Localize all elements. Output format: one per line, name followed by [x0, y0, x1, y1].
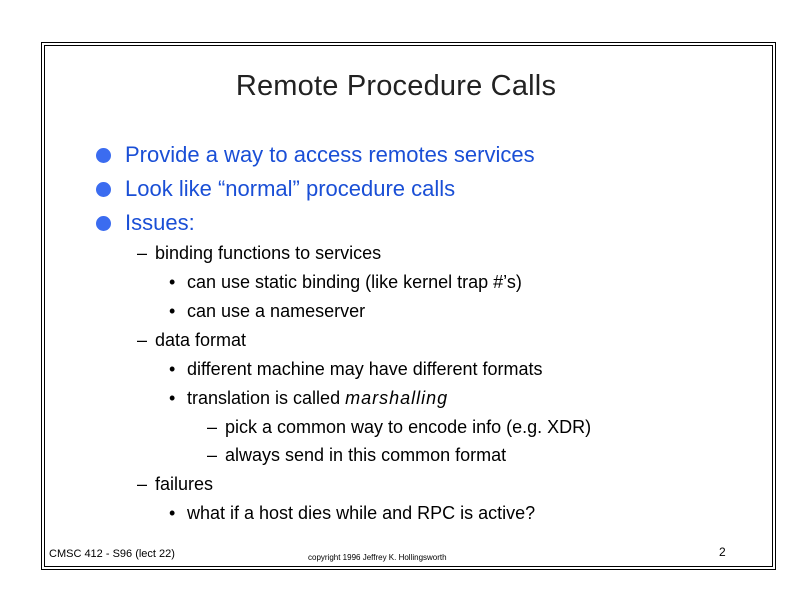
sub-item: [137, 474, 213, 495]
small-bullet-icon: •: [169, 388, 176, 408]
sub-sub-item-text: different machine may have different formats: [187, 359, 543, 379]
bullet-text: Provide a way to access remotes services: [125, 142, 535, 167]
small-bullet-icon: •: [169, 272, 176, 292]
sub-sub-item: [169, 272, 522, 293]
bullet-item: [96, 142, 535, 168]
footer-copyright: copyright 1996 Jeffrey K. Hollingsworth: [308, 553, 447, 562]
small-bullet-icon: •: [169, 301, 176, 321]
sub-item-text: data format: [155, 330, 247, 350]
sub-sub-item: [169, 388, 448, 409]
sub-sub-item-text: translation is called: [187, 388, 346, 408]
sub-item: [137, 243, 381, 264]
bullet-item: [96, 176, 455, 202]
sub-item-text: failures: [155, 474, 214, 494]
small-bullet-icon: •: [169, 359, 176, 379]
dash-icon: –: [137, 243, 148, 263]
sub-sub-sub-item-text: always send in this common format: [225, 445, 507, 465]
bullet-text: Issues:: [125, 210, 195, 235]
sub-sub-item-text: can use static binding (like kernel trap #’s): [187, 272, 522, 292]
sub-sub-sub-item: [207, 445, 506, 466]
dash-icon: –: [137, 474, 148, 494]
dash-icon: –: [207, 417, 218, 437]
slide-title: Remote Procedure Calls: [235, 70, 557, 102]
sub-sub-item: [169, 301, 365, 322]
dash-icon: –: [137, 330, 148, 350]
footer-course: CMSC 412 - S96 (lect 22): [49, 548, 175, 560]
sub-item-text: binding functions to services: [155, 243, 382, 263]
dash-icon: –: [207, 445, 218, 465]
sub-item: [137, 330, 246, 351]
bullet-dot-icon: [96, 182, 111, 197]
sub-sub-sub-item-text: pick a common way to encode info (e.g. XDR): [225, 417, 592, 437]
bullet-text: Look like “normal” procedure calls: [125, 176, 456, 201]
emphasized-term: marshalling: [345, 388, 449, 408]
sub-sub-item: [169, 503, 535, 524]
sub-sub-item-text: can use a nameserver: [187, 301, 366, 321]
sub-sub-sub-item: [207, 417, 591, 438]
bullet-dot-icon: [96, 148, 111, 163]
bullet-item: [96, 210, 195, 236]
sub-sub-item-text: what if a host dies while and RPC is active?: [187, 503, 536, 523]
sub-sub-item: [169, 359, 543, 380]
bullet-dot-icon: [96, 216, 111, 231]
small-bullet-icon: •: [169, 503, 176, 523]
page-number: 2: [719, 545, 726, 559]
